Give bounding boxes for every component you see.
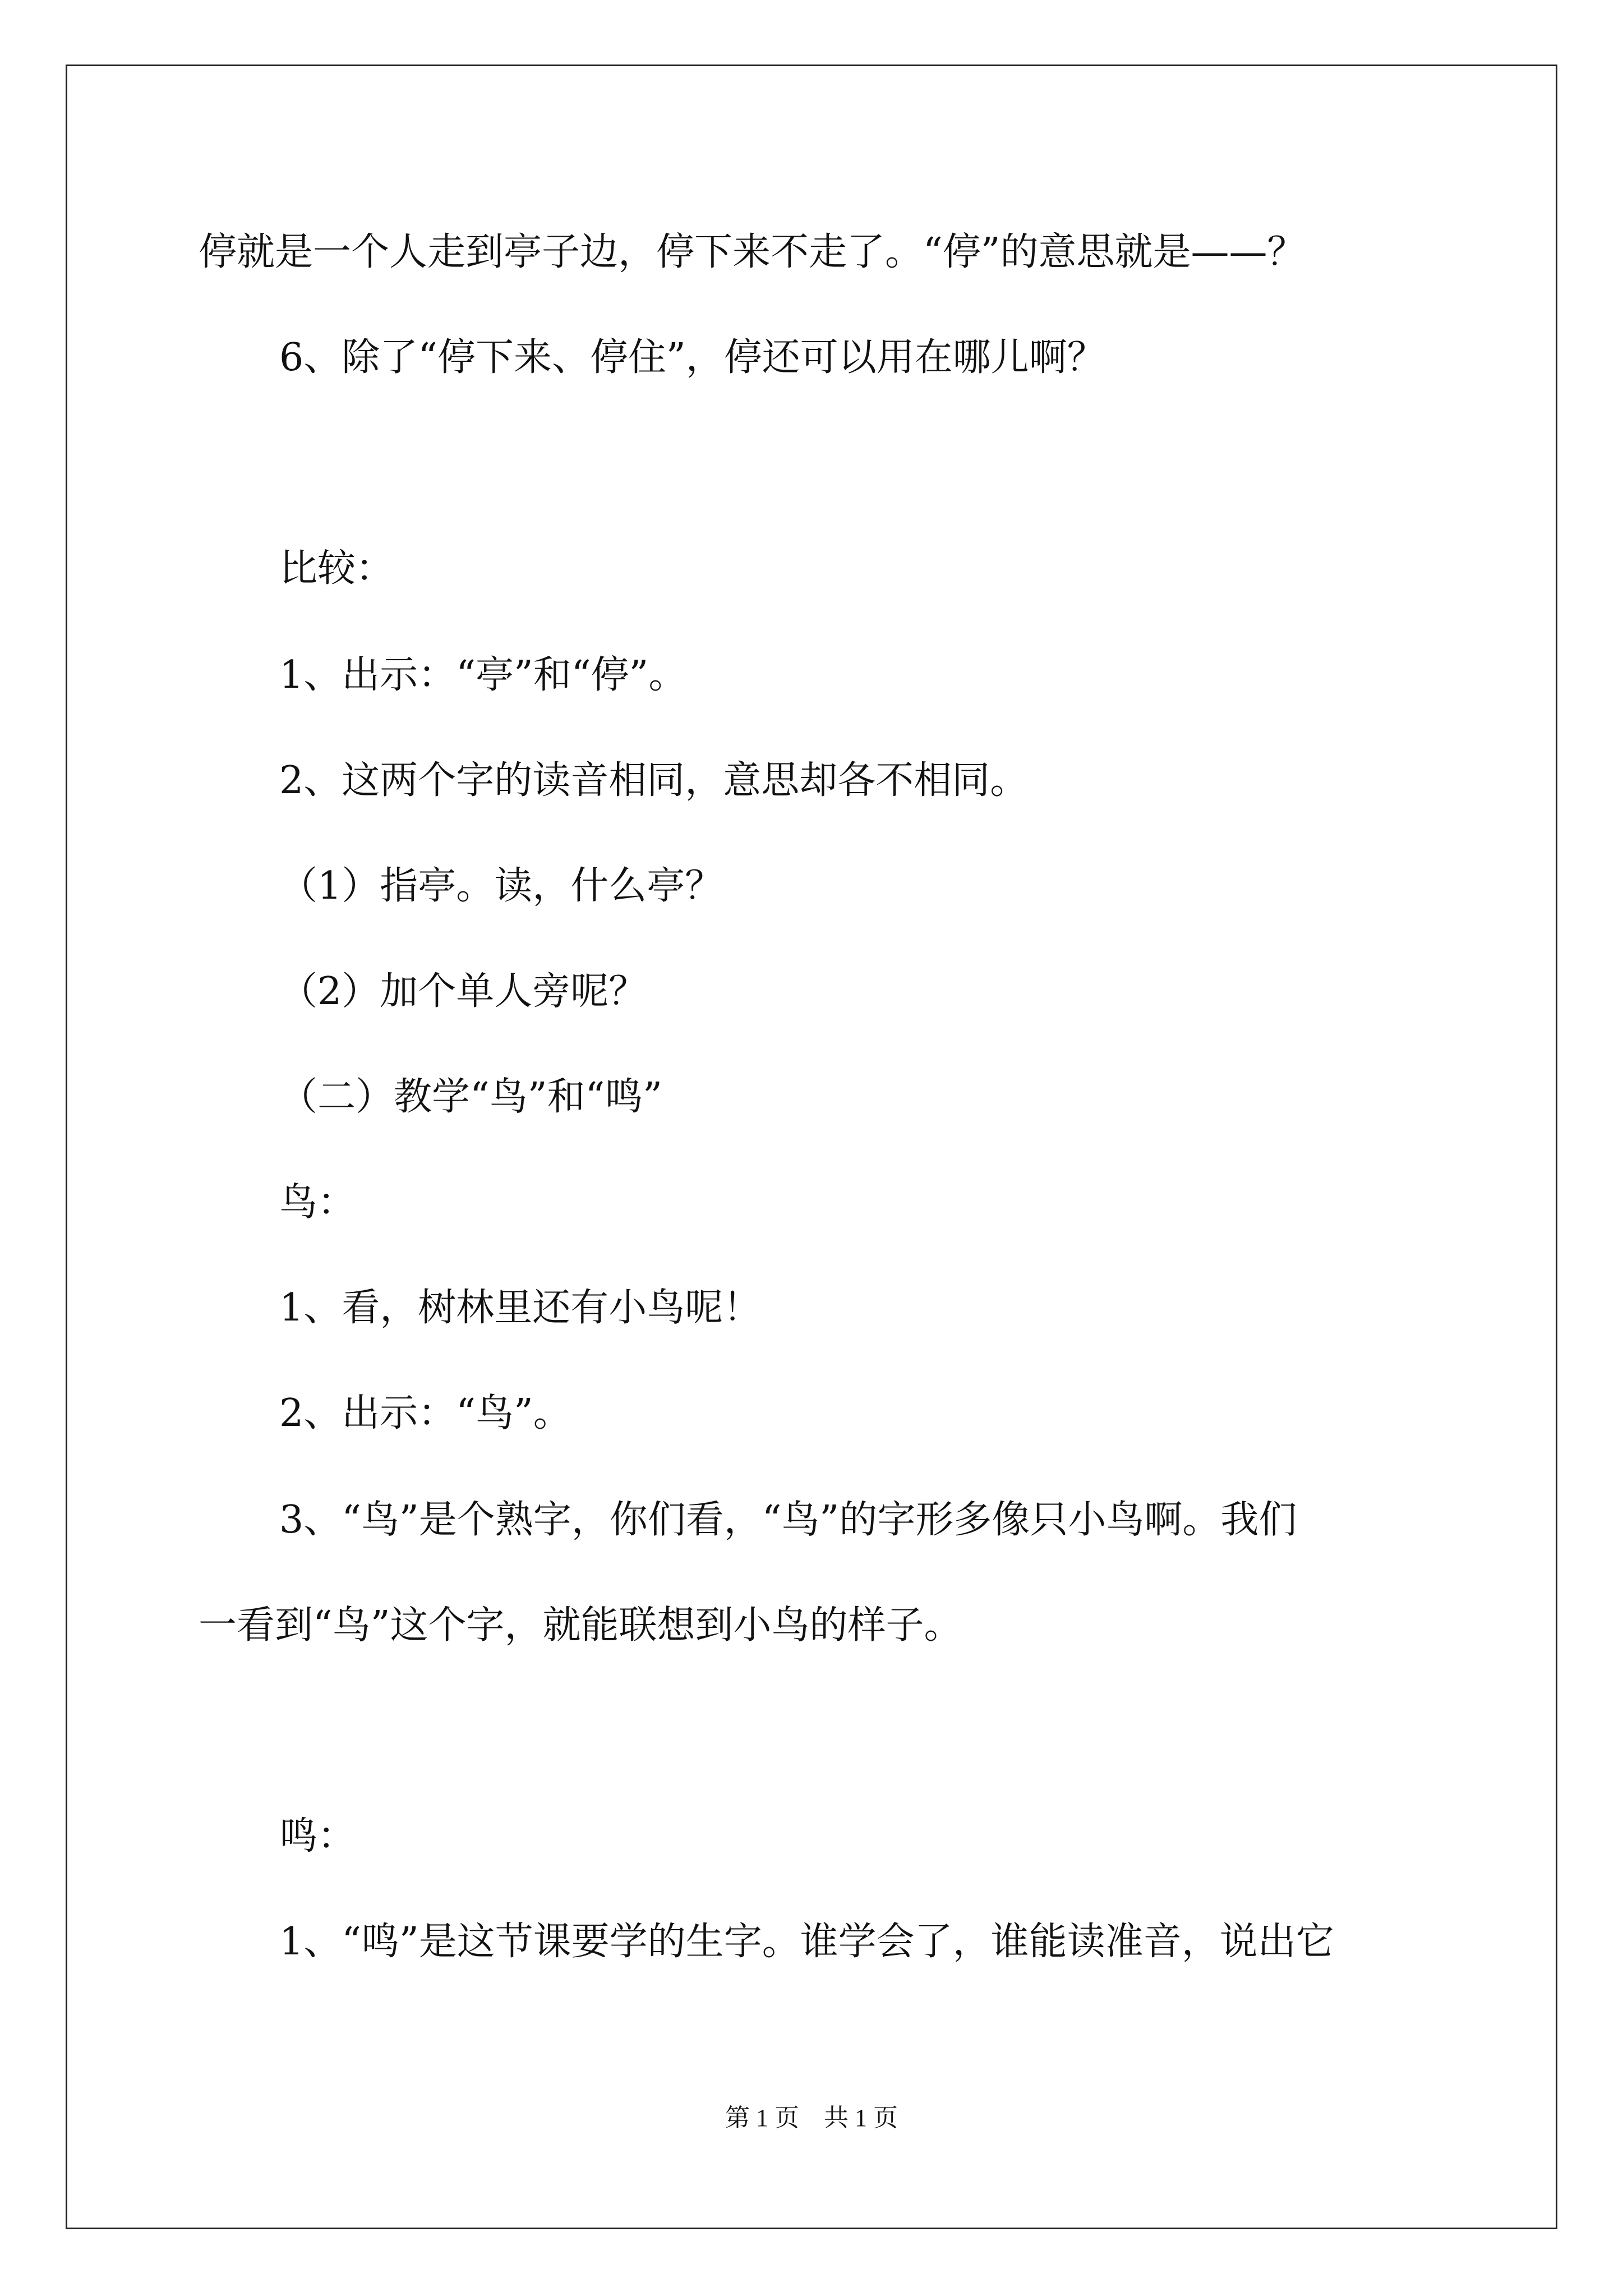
paragraph-line: （二）教学“鸟”和“鸣” <box>279 1075 663 1119</box>
paragraph-line: 1、“鸣”是这节课要学的生字。谁学会了，谁能读准音，说出它 <box>279 1920 1334 1964</box>
paragraph-line: 鸟： <box>279 1180 356 1225</box>
paragraph-line: 1、看，树林里还有小鸟呢！ <box>279 1286 762 1330</box>
paragraph-line: （1）指亭。读，什么亭？ <box>279 864 723 908</box>
page-border <box>66 65 1557 2229</box>
paragraph-line: 3、“鸟”是个熟字，你们看，“鸟”的字形多像只小鸟啊。我们 <box>279 1498 1297 1542</box>
page-footer: 第 1 页 共 1 页 <box>725 2104 898 2132</box>
paragraph-line: 比较： <box>279 546 394 591</box>
paragraph-line: （2）加个单人旁呢？ <box>279 969 647 1014</box>
paragraph-line: 停就是一个人走到亭子边，停下来不走了。“停”的意思就是——？ <box>199 230 1306 274</box>
paragraph-line: 1、出示：“亭”和“停”。 <box>279 653 687 697</box>
paragraph-line: 一看到“鸟”这个字，就能联想到小鸟的样子。 <box>199 1603 962 1648</box>
paragraph-line: 鸣： <box>279 1814 356 1858</box>
paragraph-line: 2、出示：“鸟”。 <box>279 1391 571 1435</box>
paragraph-line: 6、除了“停下来、停住”，停还可以用在哪儿啊？ <box>279 335 1105 380</box>
paragraph-line: 2、这两个字的读音相同，意思却各不相同。 <box>279 758 1029 803</box>
